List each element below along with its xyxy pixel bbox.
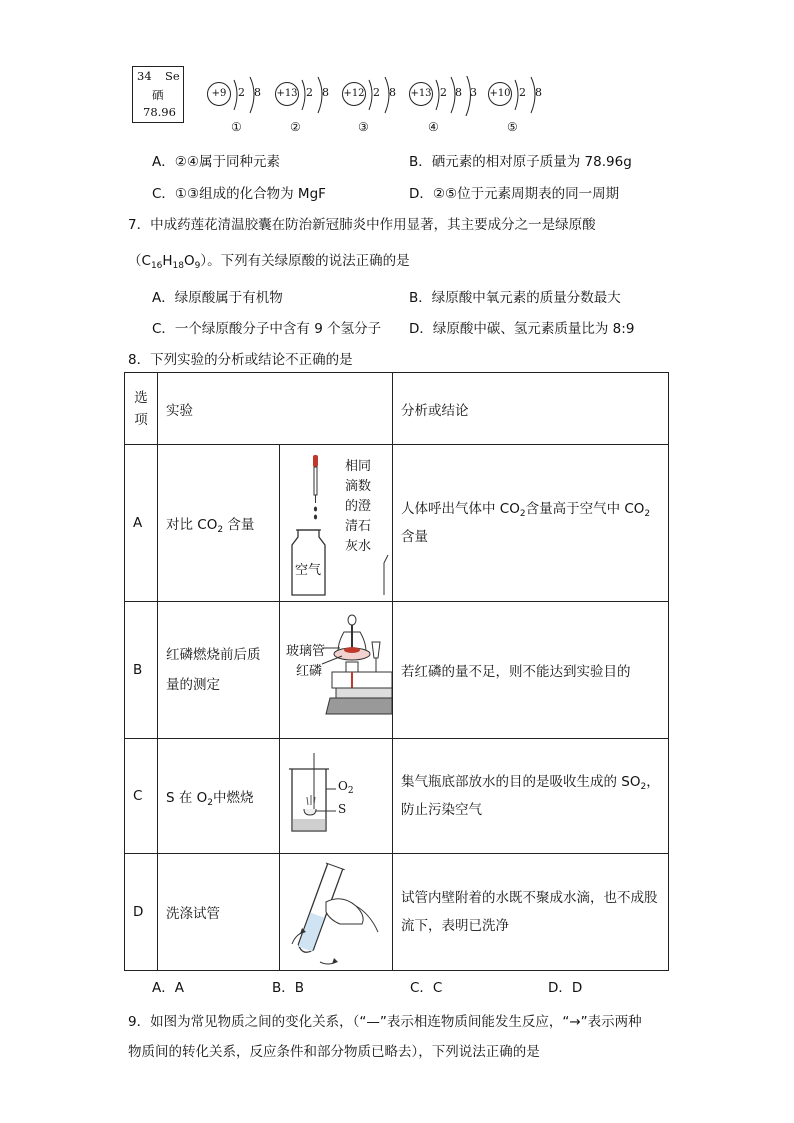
formula-sub-o: 9 [194,261,201,271]
header-conclusion: 分析或结论 [393,373,669,445]
shell-electrons: 2 [373,86,380,99]
label-o2: $O_2$ [338,779,354,796]
q8-answer-c: C．C [410,980,443,996]
formula-sub-c: 16 [150,261,163,271]
table-row-a [125,445,669,602]
shell-arcs [488,76,548,116]
atomic-number: 34 [137,69,152,83]
label-s: S [338,802,347,816]
q8-stem: 8．下列实验的分析或结论不正确的是 [128,352,353,368]
dropper-label: 相同 滴数 的澄 清石 灰水 [345,459,372,554]
header-experiment: 实验 [158,373,393,445]
header-option: 选项 [125,373,158,445]
element-name: 硒 [152,88,164,102]
nucleus: +12 [342,82,366,106]
q6-option-c: C．①③组成的化合物为 MgF [152,186,326,202]
atom-label-3: ③ [358,120,369,134]
row-experiment: 洗涤试管 [158,854,280,971]
shell-arcs [275,76,335,116]
formula-sub-h: 18 [172,261,184,271]
atom-label-2: ② [290,120,301,134]
q7-option-d: D．绿原酸中碳、氢元素质量比为 8:9 [409,321,635,337]
shell-arcs [207,76,267,116]
table-row-b [125,602,669,739]
washing-test-tube-figure [280,854,392,970]
shell-arcs [342,76,402,116]
shell-electrons: 8 [254,86,261,99]
q7-option-c: C．一个绿原酸分子中含有 9 个氢分子 [152,321,382,337]
shell-electrons: 8 [322,86,329,99]
formula-o: O [184,253,195,269]
atom-diagram-2 [275,76,335,116]
row-option: C [125,739,158,854]
shell-arcs [409,76,481,116]
shell-electrons: 8 [389,86,396,99]
row-conclusion: 试管内壁附着的水既不聚成水滴，也不成股 流下，表明已洗净 [393,854,669,971]
q6-option-a: A．②④属于同种元素 [152,154,280,170]
row-option: A [125,445,158,602]
q8-table [124,372,669,971]
formula-h: H [162,253,173,269]
q6-option-d: D．②⑤位于元素周期表的同一周期 [409,186,620,202]
q7-stem-tail: ）。下列有关绿原酸的说法正确的是 [200,253,410,269]
q7-option-b: B．绿原酸中氧元素的质量分数最大 [409,290,621,306]
q7-stem-line1: 7．中成药莲花清温胶囊在防治新冠肺炎中作用显著，其主要成分之一是绿原酸 [128,217,596,233]
row-figure [280,445,393,602]
q7-option-a: A．绿原酸属于有机物 [152,290,283,306]
q7-stem-line2 [128,249,410,269]
q8-answer-a: A．A [152,980,184,996]
atom-label-5: ⑤ [507,120,518,134]
label-glass-tube: 玻璃管 [286,644,326,659]
row-experiment: S 在 $O_2$中燃烧 [158,739,280,854]
shell-electrons: 8 [455,86,462,99]
shell-electrons: 2 [306,86,313,99]
q6-option-b: B．硒元素的相对原子质量为 78.96g [409,154,632,170]
nucleus: +13 [409,82,433,106]
row-conclusion: 集气瓶底部放水的目的是吸收生成的 $SO_2$， 防止污染空气 [393,739,669,854]
q8-answer-d: D．D [548,980,583,996]
sulfur-combustion-figure [280,739,392,853]
row-figure [280,739,393,854]
nucleus: +10 [488,82,512,106]
shell-electrons: 2 [238,86,245,99]
nucleus: +13 [275,82,299,106]
atom-diagram-5 [488,76,548,116]
q9-stem-line1: 9．如图为常见物质之间的变化关系，（“—”表示相连物质间能发生反应，“→”表示两种 [128,1014,642,1030]
bottle-label-air: 空气 [295,563,322,578]
table-header-row [125,373,669,445]
table-row-c [125,739,669,854]
atom-diagram-4 [409,76,481,116]
label-red-phosphorus: 红磷 [296,664,323,679]
shell-electrons: 3 [470,86,477,99]
atom-diagram-3 [342,76,402,116]
q8-answer-b: B．B [272,980,305,996]
row-figure [280,602,393,739]
table-row-d [125,854,669,971]
formula-open: （C [128,253,151,269]
atom-label-1: ① [231,120,242,134]
shell-electrons: 2 [440,86,447,99]
shell-electrons: 8 [535,86,542,99]
row-conclusion: 人体呼出气体中 $CO_2$含量高于空气中 $CO_2$ 含量 [393,445,669,602]
atomic-mass: 78.96 [143,105,176,119]
q9-stem-line2: 物质间的转化关系，反应条件和部分物质已略去），下列说法正确的是 [128,1044,540,1060]
row-experiment: 红磷燃烧前后质 量的测定 [158,602,280,739]
element-box-selenium [132,66,184,123]
atom-label-4: ④ [428,120,439,134]
row-conclusion: 若红磷的量不足，则不能达到实验目的 [393,602,669,739]
atom-diagram-1 [207,76,267,116]
row-figure [280,854,393,971]
element-symbol: Se [165,69,180,83]
row-option: B [125,602,158,739]
nucleus: +9 [207,82,231,106]
row-option: D [125,854,158,971]
row-experiment: 对比 $CO_2$ 含量 [158,445,280,602]
shell-electrons: 2 [519,86,526,99]
